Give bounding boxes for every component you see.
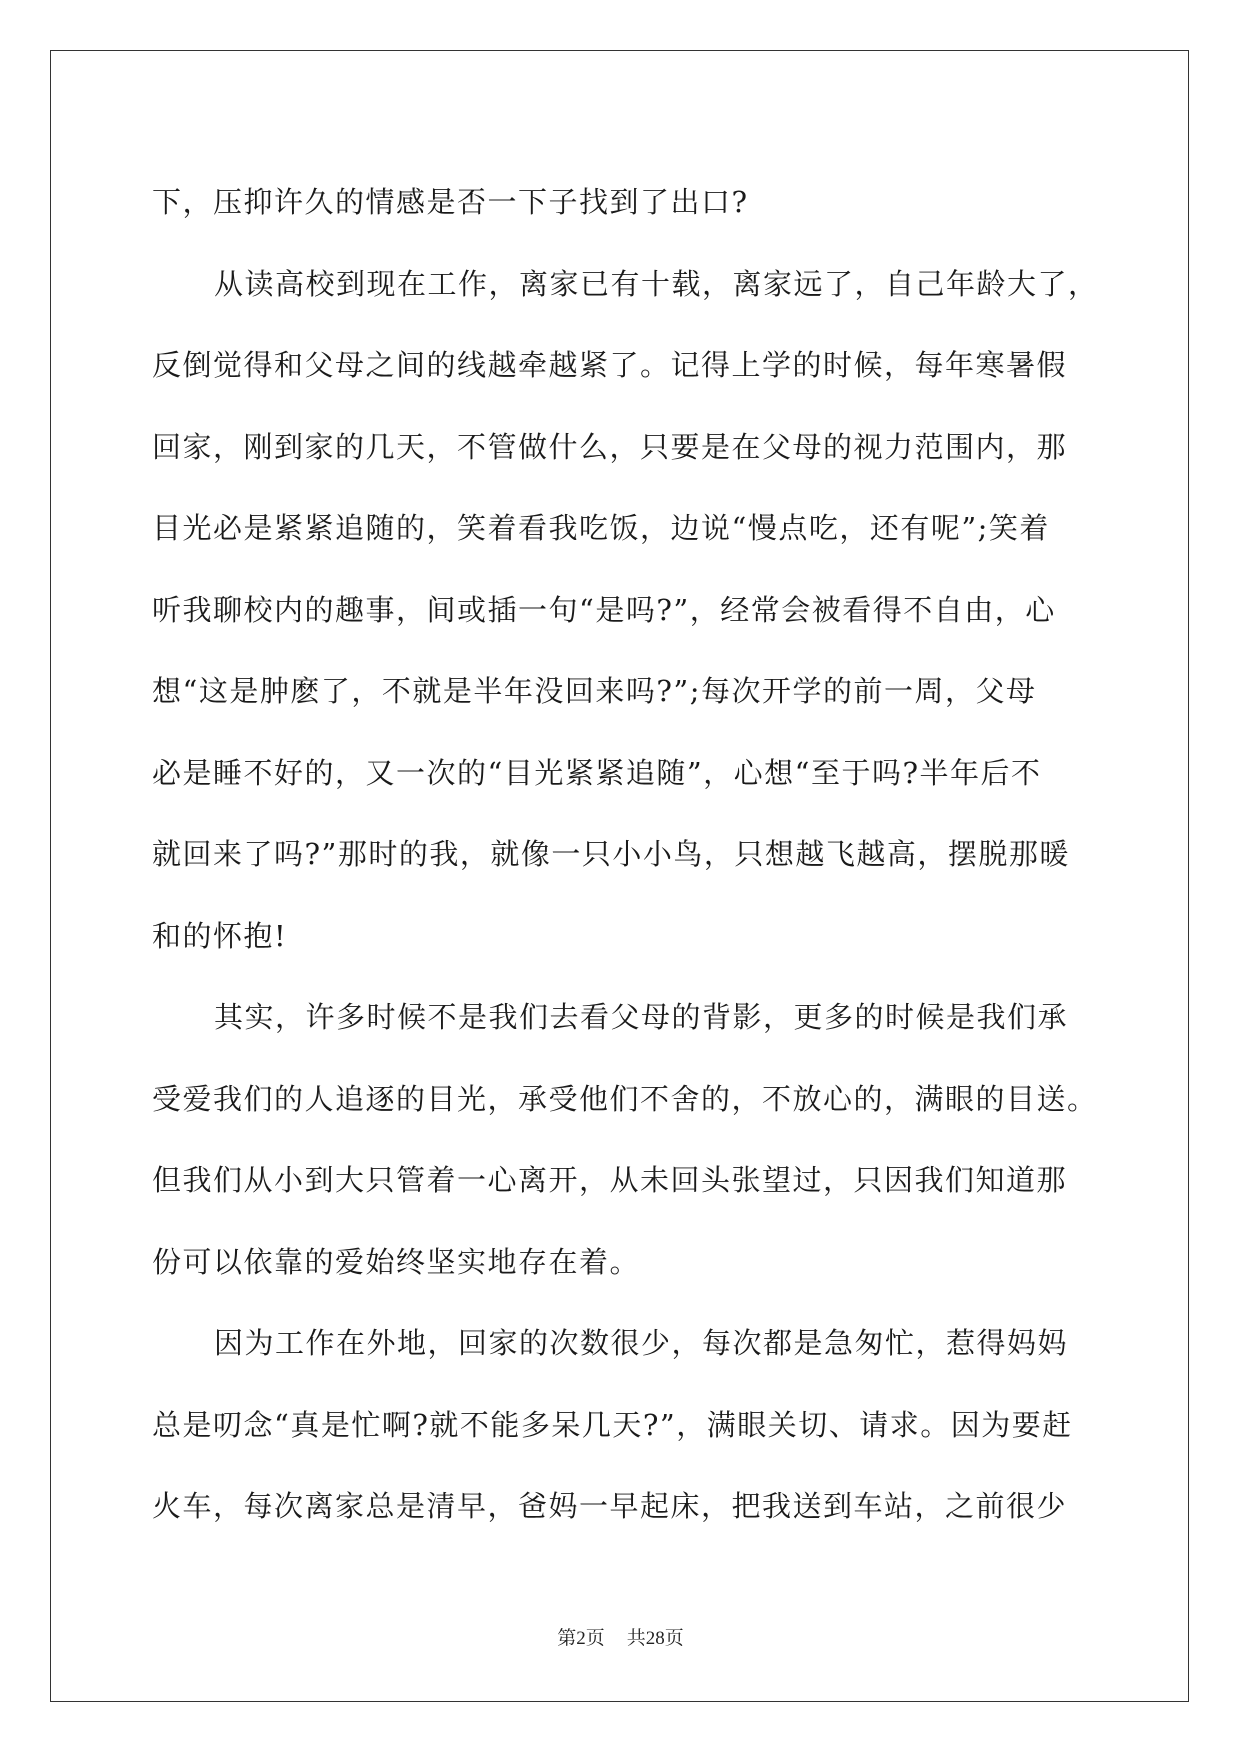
text-line: 火车，每次离家总是清早，爸妈一早起床，把我送到车站，之前很少 [152, 1489, 1068, 1523]
text-line: 受爱我们的人追逐的目光，承受他们不舍的，不放心的，满眼的目送。 [152, 1081, 1098, 1116]
text-line: 但我们从小到大只管着一心离开，从未回头张望过，只因我们知道那 [152, 1163, 1068, 1197]
page-footer [0, 1623, 1241, 1650]
text-line: 必是睡不好的，又一次的“目光紧紧追随”，心想“至于吗?半年后不 [152, 755, 1042, 790]
text-line: 份可以依靠的爱始终坚实地存在着。 [152, 1244, 641, 1279]
text-line: 下，压抑许久的情感是否一下子找到了出口? [152, 185, 749, 219]
text-line: 其实，许多时候不是我们去看父母的背影，更多的时候是我们承 [214, 1000, 1069, 1034]
text-line: 总是叨念“真是忙啊?就不能多呆几天?”，满眼关切、请求。因为要赶 [152, 1407, 1073, 1442]
document-body [152, 162, 1099, 1548]
text-line: 反倒觉得和父母之间的线越牵越紧了。记得上学的时候，每年寒暑假 [152, 348, 1068, 382]
text-line: 目光必是紧紧追随的，笑着看我吃饭，边说“慢点吃，还有呢”;笑着 [152, 511, 1050, 545]
text-line: 听我聊校内的趣事，间或插一句“是吗?”，经常会被看得不自由，心 [152, 592, 1056, 627]
text-line: 想“这是肿麽了，不就是半年没回来吗?”;每次开学的前一周，父母 [152, 674, 1037, 708]
page-total: 共28页 [626, 1628, 684, 1649]
text-line: 就回来了吗?”那时的我，就像一只小小鸟，只想越飞越高，摆脱那暖 [152, 837, 1070, 871]
page-number: 第2页 [557, 1628, 605, 1649]
text-line: 因为工作在外地，回家的次数很少，每次都是急匆忙，惹得妈妈 [214, 1326, 1069, 1360]
text-line: 和的怀抱! [152, 918, 288, 953]
text-line: 回家，刚到家的几天，不管做什么，只要是在父母的视力范围内，那 [152, 429, 1068, 464]
text-line: 从读高校到现在工作，离家已有十载，离家远了，自己年龄大了， [214, 266, 1099, 301]
